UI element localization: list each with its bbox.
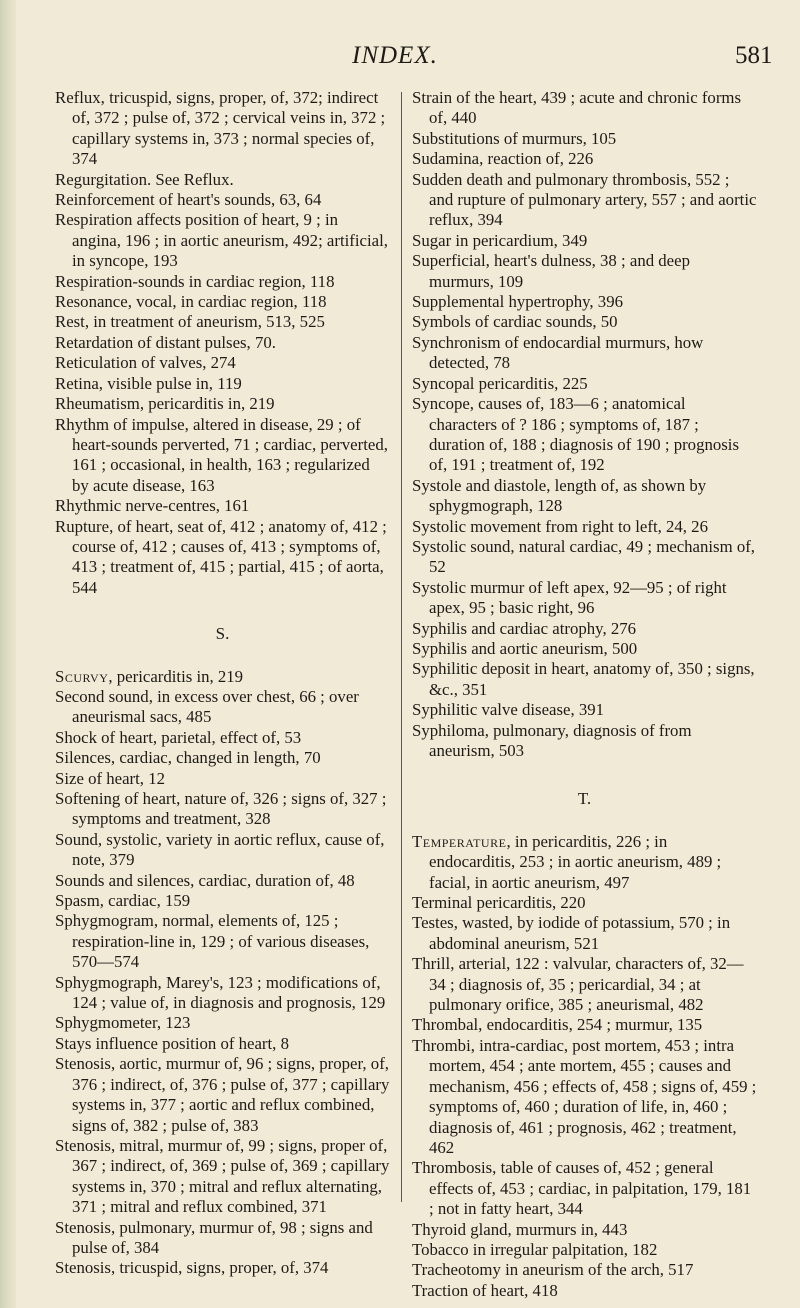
- page-header: [0, 42, 800, 82]
- index-entry: Respiration affects position of heart, 9 ; in angina, 196 ; in aortic aneurism, 492; artificial, in syncope, 193: [55, 210, 388, 271]
- index-entry: Syphilitic valve disease, 391: [412, 700, 605, 720]
- index-entry: Sudden death and pulmonary thrombosis, 552 ; and rupture of pulmonary artery, 557 ; and aortic reflux, 394: [412, 169, 757, 230]
- index-entry: Sound, systolic, variety in aortic reflux, cause of, note, 379: [55, 829, 385, 870]
- page-spine-edge: [0, 0, 16, 1308]
- index-entry: Thrombi, intra-cardiac, post mortem, 453 ; intra mortem, 454 ; ante mortem, 455 ; causes and mechanism, 456 ; effects of, 458 ; signs of, 459 ; symptoms of, 460 ; duration of life, in, 460 ; diagnosis of, 461 ; prognosis, 462 ; treatment, 462: [412, 1035, 757, 1157]
- index-entry: Stenosis, aortic, murmur of, 96 ; signs, proper, of, 376 ; indirect, of, 376 ; pulse of, 377 ; capillary systems in, 377 ; aortic and reflux combined, signs of, 382 ; pulse of, 383: [55, 1054, 390, 1135]
- index-entry: Stenosis, pulmonary, murmur of, 98 ; signs and pulse of, 384: [55, 1217, 373, 1257]
- index-entry: Substitutions of murmurs, 105: [412, 128, 617, 148]
- index-entry: Respiration-sounds in cardiac region, 118: [55, 271, 335, 291]
- index-entry: Strain of the heart, 439 ; acute and chronic forms of, 440: [412, 88, 741, 128]
- index-entry: Stays influence position of heart, 8: [55, 1033, 289, 1053]
- index-entry: Terminal pericarditis, 220: [412, 893, 586, 913]
- index-entry: Thrombal, endocarditis, 254 ; murmur, 135: [412, 1015, 703, 1035]
- index-entry: Scurvy, pericarditis in, 219: [55, 666, 244, 686]
- index-entry: Reticulation of valves, 274: [55, 353, 236, 373]
- index-entry: Rheumatism, pericarditis in, 219: [55, 394, 275, 414]
- index-entry: Resonance, vocal, in cardiac region, 118: [55, 292, 327, 312]
- index-entry: Traction of heart, 418: [412, 1280, 558, 1300]
- index-entry: Softening of heart, nature of, 326 ; signs of, 327 ; symptoms and treatment, 328: [55, 789, 387, 829]
- index-entry: Rupture, of heart, seat of, 412 ; anatomy of, 412 ; course of, 412 ; causes of, 413 ; symptoms of, 413 ; treatment of, 415 ; partial, 415 ; of aorta, 544: [55, 516, 387, 597]
- index-entry: Syncopal pericarditis, 225: [412, 373, 588, 393]
- index-entry: Retina, visible pulse in, 119: [55, 373, 242, 393]
- index-entry: Superficial, heart's dulness, 38 ; and deep murmurs, 109: [412, 251, 690, 291]
- index-entry: Testes, wasted, by iodide of potassium, 570 ; in abdominal aneurism, 521: [412, 913, 731, 953]
- index-entry: Syncope, causes of, 183—6 ; anatomical characters of ? 186 ; symptoms of, 187 ; duration of, 188 ; diagnosis of 190 ; prognosis of, 191 ; treatment of, 192: [412, 394, 739, 475]
- index-entry: Rhythm of impulse, altered in disease, 29 ; of heart-sounds perverted, 71 ; cardiac, perverted, 161 ; occasional, in health, 163 ; regularized by acute disease, 163: [55, 414, 388, 495]
- index-entry: Thyroid gland, murmurs in, 443: [412, 1219, 628, 1239]
- index-entry: Temperature, in pericarditis, 226 ; in endocarditis, 253 ; in aortic aneurism, 489 ; facial, in aortic aneurism, 497: [412, 831, 722, 892]
- index-column-right: [412, 88, 757, 1301]
- index-entry: Sphygmometer, 123: [55, 1013, 191, 1033]
- index-entry: Systolic sound, natural cardiac, 49 ; mechanism of, 52: [412, 536, 755, 577]
- index-entry: Sphygmogram, normal, elements of, 125 ; respiration-line in, 129 ; of various diseases, 570—574: [55, 911, 370, 972]
- running-head-title: INDEX.: [352, 42, 438, 69]
- section-letter-heading: S.: [215, 624, 230, 644]
- index-entry: Sudamina, reaction of, 226: [412, 149, 594, 169]
- index-entry: Syphilis and cardiac atrophy, 276: [412, 618, 637, 638]
- index-entry: Sounds and silences, cardiac, duration of, 48: [55, 870, 355, 890]
- index-entry: Supplemental hypertrophy, 396: [412, 292, 623, 312]
- index-entry: Thrombosis, table of causes of, 452 ; general effects of, 453 ; cardiac, in palpitation, 179, 181 ; not in fatty heart, 344: [412, 1158, 752, 1219]
- index-entry: Reflux, tricuspid, signs, proper, of, 372; indirect of, 372 ; pulse of, 372 ; cervical veins in, 372 ; capillary systems in, 373 ; normal species of, 374: [55, 88, 386, 169]
- index-entry: Second sound, in excess over chest, 66 ; over aneurismal sacs, 485: [55, 686, 359, 727]
- index-entry: Retardation of distant pulses, 70.: [55, 332, 276, 352]
- index-entry: Rhythmic nerve-centres, 161: [55, 496, 250, 516]
- index-entry: Shock of heart, parietal, effect of, 53: [55, 727, 302, 747]
- index-entry: Syphiloma, pulmonary, diagnosis of from aneurism, 503: [412, 720, 692, 760]
- index-entry: Symbols of cardiac sounds, 50: [412, 312, 618, 332]
- index-entry: Syphilitic deposit in heart, anatomy of, 350 ; signs, &c., 351: [412, 659, 755, 699]
- index-entry: Stenosis, mitral, murmur of, 99 ; signs, proper of, 367 ; indirect, of, 369 ; pulse of, 369 ; capillary systems in, 370 ; mitral and reflux alternating, 371 ; mitral and reflux combined, 371: [55, 1135, 390, 1217]
- index-entry: Synchronism of endocardial murmurs, how detected, 78: [412, 332, 704, 373]
- index-entry: Sugar in pericardium, 349: [412, 230, 588, 250]
- index-entry: Thrill, arterial, 122 : valvular, characters of, 32—34 ; diagnosis of, 35 ; pericardial, 34 ; at pulmonary orifice, 385 ; aneurismal, 482: [412, 954, 744, 1015]
- index-entry: Size of heart, 12: [55, 768, 165, 788]
- index-entry: Regurgitation. See Reflux.: [55, 169, 234, 189]
- index-entry: Spasm, cardiac, 159: [55, 891, 191, 911]
- index-entry: Tobacco in irregular palpitation, 182: [412, 1239, 658, 1259]
- index-entry: Syphilis and aortic aneurism, 500: [412, 638, 638, 658]
- index-entry: Reinforcement of heart's sounds, 63, 64: [55, 190, 322, 210]
- index-entry: Systole and diastole, length of, as shown by sphygmograph, 128: [412, 475, 707, 516]
- index-entry: Sphygmograph, Marey's, 123 ; modifications of, 124 ; value of, in diagnosis and prognosis, 129: [55, 972, 386, 1013]
- index-entry: Rest, in treatment of aneurism, 513, 525: [55, 312, 325, 332]
- index-entry: Silences, cardiac, changed in length, 70: [55, 748, 321, 768]
- index-column-left: [55, 88, 390, 1279]
- column-divider: [401, 92, 402, 1202]
- index-entry: Systolic murmur of left apex, 92—95 ; of right apex, 95 ; basic right, 96: [412, 577, 727, 618]
- page-number: 581: [735, 42, 773, 69]
- index-entry: Stenosis, tricuspid, signs, proper, of, 374: [55, 1258, 329, 1278]
- index-entry: Systolic movement from right to left, 24, 26: [412, 516, 708, 536]
- section-letter-heading: T.: [577, 789, 592, 809]
- index-entry: Tracheotomy in aneurism of the arch, 517: [412, 1260, 694, 1280]
